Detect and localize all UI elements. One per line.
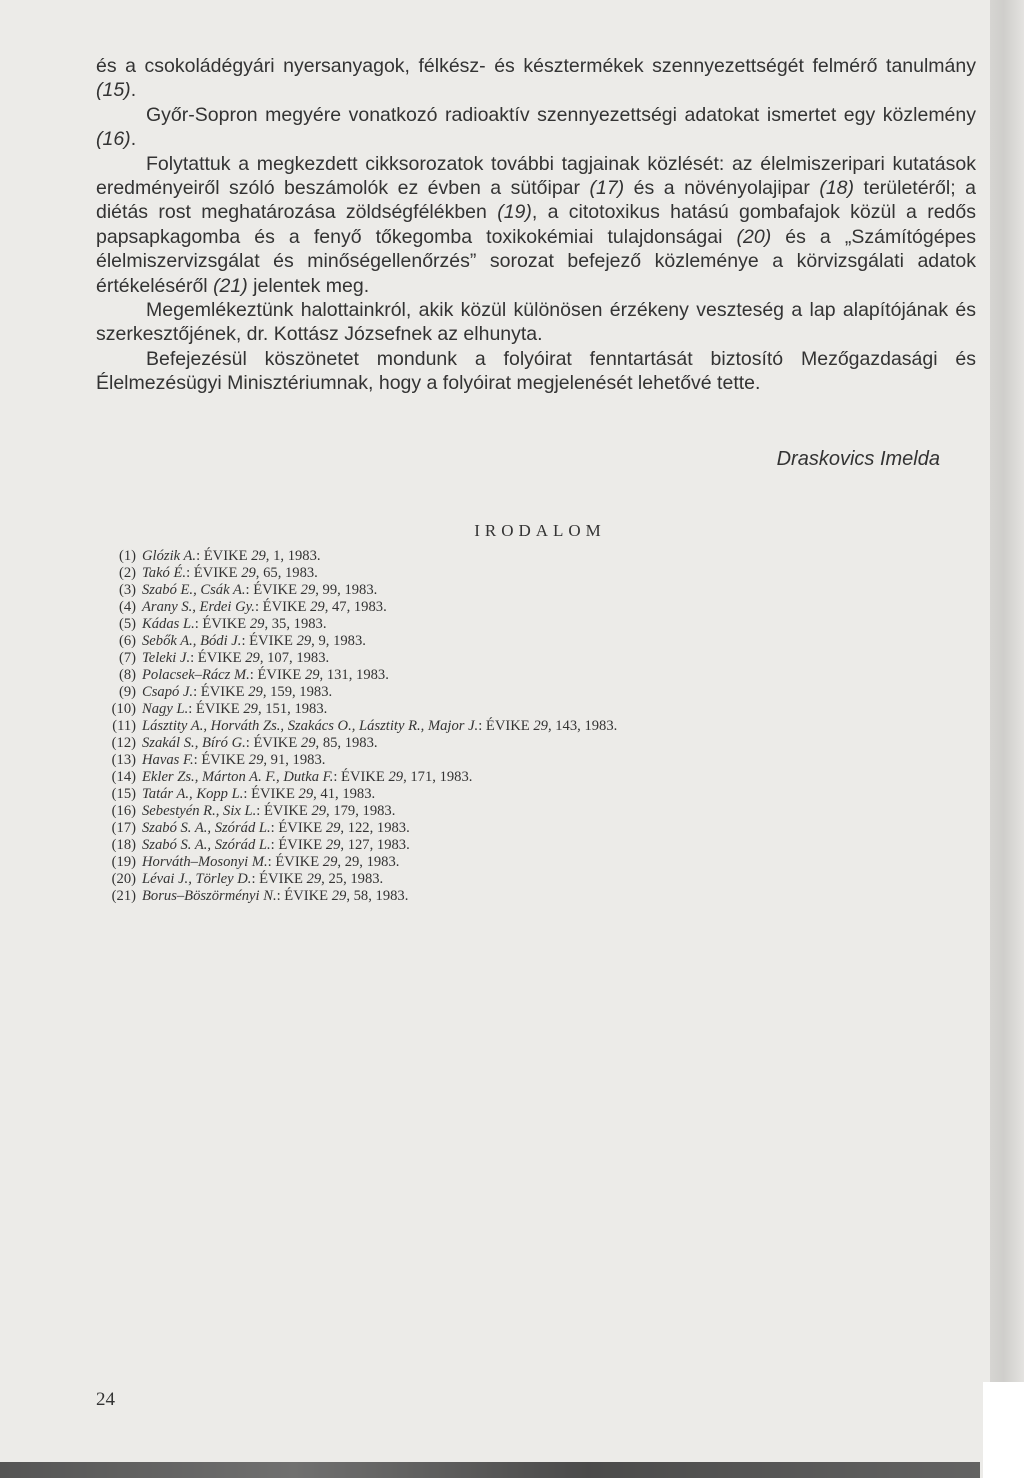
- reference-item: (14) Ekler Zs., Márton A. F., Dutka F.: ÉVIKE 29, 171, 1983.: [96, 769, 956, 786]
- reference-pages-year: , 85, 1983.: [315, 735, 378, 751]
- reference-pages-year: , 171, 1983.: [403, 769, 473, 785]
- reference-number: (1): [118, 548, 136, 564]
- reference-volume: 29: [241, 565, 256, 581]
- reference-item: (8) Polacsek–Rácz M.: ÉVIKE 29, 131, 1983.: [96, 667, 956, 684]
- reference-authors: Lásztity A., Horváth Zs., Szakács O., Lásztity R., Major J.: [142, 718, 479, 734]
- reference-volume: 29: [533, 718, 548, 734]
- reference-item: (12) Szakál S., Bíró G.: ÉVIKE 29, 85, 1983.: [96, 735, 956, 752]
- paragraph-5: Befejezésül köszönetet mondunk a folyóirat fenntartását biztosító Mezőgazdasági és Élelmezésügyi Minisztériumnak, hogy a folyóirat megjelenését lehetővé tette.: [96, 347, 976, 395]
- reference-pages-year: , 131, 1983.: [319, 667, 389, 683]
- reference-pages-year: , 107, 1983.: [259, 650, 330, 666]
- reference-item: (4) Arany S., Erdei Gy.: ÉVIKE 29, 47, 1983.: [96, 599, 956, 616]
- scan-bottom-edge: [0, 1462, 980, 1478]
- reference-authors: Glózik A.: [142, 548, 197, 564]
- citation-ref: (19): [497, 201, 532, 224]
- reference-volume: 29: [296, 633, 312, 649]
- reference-journal: ÉVIKE: [264, 803, 308, 819]
- reference-journal: ÉVIKE: [200, 684, 245, 700]
- reference-authors: Borus–Böszörményi N.: [142, 888, 277, 904]
- reference-authors: Szabó S. A., Szórád L.: [142, 820, 271, 836]
- reference-number: (16): [111, 803, 136, 819]
- reference-authors: Szabó E., Csák A.: [142, 582, 246, 598]
- reference-item: (6) Sebők A., Bódi J.: ÉVIKE 29, 9, 1983.: [96, 633, 956, 650]
- reference-item: (9) Csapó J.: ÉVIKE 29, 159, 1983.: [96, 684, 956, 701]
- reference-pages-year: , 58, 1983.: [346, 888, 409, 904]
- reference-volume: 29: [300, 582, 316, 598]
- reference-number: (11): [112, 718, 136, 734]
- reference-item: (16) Sebestyén R., Six L.: ÉVIKE 29, 179, 1983.: [96, 803, 956, 820]
- paragraph-4: Megemlékeztünk halottainkról, akik közül különösen érzékeny veszteség a lap alapítójának és szerkesztőjének, dr. Kottász Józsefnek az elhunyta.: [96, 299, 976, 346]
- reference-volume: 29: [304, 667, 320, 683]
- reference-pages-year: , 65, 1983.: [255, 565, 318, 581]
- reference-list: [96, 548, 956, 905]
- reference-item: (2) Takó É.: ÉVIKE 29, 65, 1983.: [96, 565, 956, 582]
- reference-journal: ÉVIKE: [197, 650, 242, 666]
- reference-number: (3): [118, 582, 136, 598]
- reference-journal: ÉVIKE: [253, 735, 298, 751]
- reference-authors: Havas F.: [142, 752, 194, 768]
- reference-number: (8): [118, 667, 136, 683]
- reference-number: (15): [111, 786, 136, 802]
- reference-pages-year: , 1, 1983.: [265, 548, 321, 564]
- reference-pages-year: , 91, 1983.: [263, 752, 326, 768]
- reference-authors: Nagy L.: [142, 701, 189, 717]
- reference-volume: 29: [322, 854, 338, 870]
- reference-authors: Tatár A., Kopp L.: [142, 786, 244, 802]
- reference-number: (13): [111, 752, 136, 768]
- reference-volume: 29: [325, 837, 341, 853]
- paragraph-3: Folytattuk a megkezdett cikksorozatok további tagjainak közlését: az élelmiszeripari kutatások eredményeiről szóló beszámolók ez évben a sütőipar (17) és a növényolajipar (18) területéről; a diétás rost meghatározása zöldségfélékben (19), a citotoxikus hatású gombafajok közül a redős papsapkagomba és a fenyő tőkegomba toxikokémiai tulajdonságai (20) és a „Számítógépes élelmiszervizsgálat és minőségellenőrzés” sorozat befejező közleménye a körvizsgálati adatok értékeléséről (21) jelentek meg.: [96, 152, 976, 297]
- reference-authors: Horváth–Mosonyi M.: [142, 854, 268, 870]
- citation-ref: (20): [736, 225, 772, 248]
- reference-journal: ÉVIKE: [251, 786, 295, 802]
- reference-pages-year: , 127, 1983.: [340, 837, 410, 853]
- reference-volume: 29: [325, 820, 341, 836]
- reference-journal: ÉVIKE: [203, 548, 248, 564]
- reference-item: (7) Teleki J.: ÉVIKE 29, 107, 1983.: [96, 650, 956, 667]
- reference-item: (1) Glózik A.: ÉVIKE 29, 1, 1983.: [96, 548, 956, 565]
- reference-pages-year: , 9, 1983.: [311, 633, 366, 649]
- page-edge: [990, 0, 1024, 1478]
- reference-item: (13) Havas F.: ÉVIKE 29, 91, 1983.: [96, 752, 956, 769]
- reference-item: (11) Lásztity A., Horváth Zs., Szakács O., Lásztity R., Major J.: ÉVIKE 29, 143, 1983.: [96, 718, 956, 735]
- reference-journal: ÉVIKE: [259, 871, 303, 887]
- reference-journal: ÉVIKE: [257, 667, 302, 683]
- reference-item: (20) Lévai J., Törley D.: ÉVIKE 29, 25, 1983.: [96, 871, 956, 888]
- reference-number: (10): [111, 701, 136, 717]
- reference-pages-year: , 159, 1983.: [262, 684, 333, 700]
- reference-pages-year: , 179, 1983.: [326, 803, 396, 819]
- reference-number: (7): [118, 650, 136, 666]
- reference-journal: ÉVIKE: [278, 837, 323, 853]
- reference-pages-year: , 41, 1983.: [313, 786, 376, 802]
- reference-number: (19): [111, 854, 136, 870]
- reference-pages-year: , 143, 1983.: [547, 718, 618, 734]
- body-text: [96, 54, 976, 396]
- reference-journal: ÉVIKE: [193, 565, 238, 581]
- reference-authors: Sebők A., Bódi J.: [142, 633, 242, 649]
- reference-volume: 29: [248, 684, 263, 700]
- reference-authors: Sebestyén R., Six L.: [142, 803, 257, 819]
- reference-volume: 29: [310, 599, 325, 615]
- reference-item: (18) Szabó S. A., Szórád L.: ÉVIKE 29, 127, 1983.: [96, 837, 956, 854]
- reference-pages-year: , 99, 1983.: [315, 582, 378, 598]
- reference-journal: ÉVIKE: [202, 616, 247, 632]
- citation-ref: (18): [819, 177, 855, 200]
- paragraph-2: Győr-Sopron megyére vonatkozó radioaktív szennyezettségi adatokat ismertet egy közlemény (16).: [96, 103, 976, 151]
- reference-volume: 29: [248, 752, 264, 768]
- page-number: 24: [96, 1389, 115, 1410]
- reference-item: (15) Tatár A., Kopp L.: ÉVIKE 29, 41, 1983.: [96, 786, 956, 803]
- reference-journal: ÉVIKE: [253, 582, 297, 598]
- citation-ref: (15): [96, 79, 131, 102]
- reference-volume: 29: [331, 888, 347, 904]
- reference-volume: 29: [306, 871, 322, 887]
- reference-authors: Arany S., Erdei Gy.: [142, 599, 255, 615]
- reference-number: (14): [111, 769, 136, 785]
- reference-number: (4): [118, 599, 136, 615]
- citation-ref: (21): [213, 274, 248, 297]
- reference-number: (17): [111, 820, 136, 836]
- reference-journal: ÉVIKE: [284, 888, 329, 904]
- page-corner-tab: [983, 1382, 1024, 1478]
- reference-volume: 29: [388, 769, 404, 785]
- reference-volume: 29: [249, 616, 265, 632]
- reference-journal: ÉVIKE: [249, 633, 293, 649]
- reference-volume: 29: [245, 650, 260, 666]
- reference-journal: ÉVIKE: [485, 718, 530, 734]
- reference-number: (6): [118, 633, 136, 649]
- reference-authors: Szakál S., Bíró G.: [142, 735, 246, 751]
- paragraph-1: és a csokoládégyári nyersanyagok, félkész- és késztermékek szennyezettségét felmérő tanulmány (15).: [96, 55, 976, 102]
- reference-number: (5): [118, 616, 136, 632]
- reference-number: (20): [111, 871, 136, 887]
- reference-journal: ÉVIKE: [262, 599, 307, 615]
- reference-journal: ÉVIKE: [201, 752, 246, 768]
- reference-authors: Kádas L.: [142, 616, 195, 632]
- reference-volume: 29: [300, 735, 316, 751]
- reference-journal: ÉVIKE: [278, 820, 323, 836]
- reference-authors: Szabó S. A., Szórád L.: [142, 837, 271, 853]
- citation-ref: (17): [589, 177, 625, 200]
- reference-authors: Lévai J., Törley D.: [142, 871, 252, 887]
- reference-item: (3) Szabó E., Csák A.: ÉVIKE 29, 99, 1983.: [96, 582, 956, 599]
- reference-authors: Teleki J.: [142, 650, 191, 666]
- reference-number: (18): [111, 837, 136, 853]
- reference-volume: 29: [251, 548, 266, 564]
- reference-item: (19) Horváth–Mosonyi M.: ÉVIKE 29, 29, 1983.: [96, 854, 956, 871]
- reference-pages-year: , 29, 1983.: [337, 854, 400, 870]
- reference-pages-year: , 151, 1983.: [257, 701, 328, 717]
- reference-authors: Csapó J.: [142, 684, 194, 700]
- reference-number: (2): [118, 565, 136, 581]
- reference-item: (10) Nagy L.: ÉVIKE 29, 151, 1983.: [96, 701, 956, 718]
- reference-number: (21): [111, 888, 136, 904]
- reference-volume: 29: [298, 786, 314, 802]
- reference-pages-year: , 25, 1983.: [321, 871, 384, 887]
- reference-journal: ÉVIKE: [195, 701, 240, 717]
- reference-number: (12): [111, 735, 136, 751]
- reference-item: (21) Borus–Böszörményi N.: ÉVIKE 29, 58, 1983.: [96, 888, 956, 905]
- references-heading: IRODALOM: [474, 521, 606, 540]
- reference-volume: 29: [311, 803, 327, 819]
- reference-item: (17) Szabó S. A., Szórád L.: ÉVIKE 29, 122, 1983.: [96, 820, 956, 837]
- reference-item: (5) Kádas L.: ÉVIKE 29, 35, 1983.: [96, 616, 956, 633]
- reference-authors: Takó É.: [142, 565, 187, 581]
- reference-pages-year: , 122, 1983.: [340, 820, 410, 836]
- reference-number: (9): [118, 684, 136, 700]
- reference-authors: Polacsek–Rácz M.: [142, 667, 250, 683]
- reference-journal: ÉVIKE: [275, 854, 320, 870]
- reference-pages-year: , 35, 1983.: [264, 616, 327, 632]
- reference-volume: 29: [243, 701, 258, 717]
- reference-authors: Ekler Zs., Márton A. F., Dutka F.: [142, 769, 334, 785]
- citation-ref: (16): [96, 128, 131, 151]
- reference-journal: ÉVIKE: [341, 769, 385, 785]
- author-signature: Draskovics Imelda: [776, 448, 940, 470]
- reference-pages-year: , 47, 1983.: [324, 599, 387, 615]
